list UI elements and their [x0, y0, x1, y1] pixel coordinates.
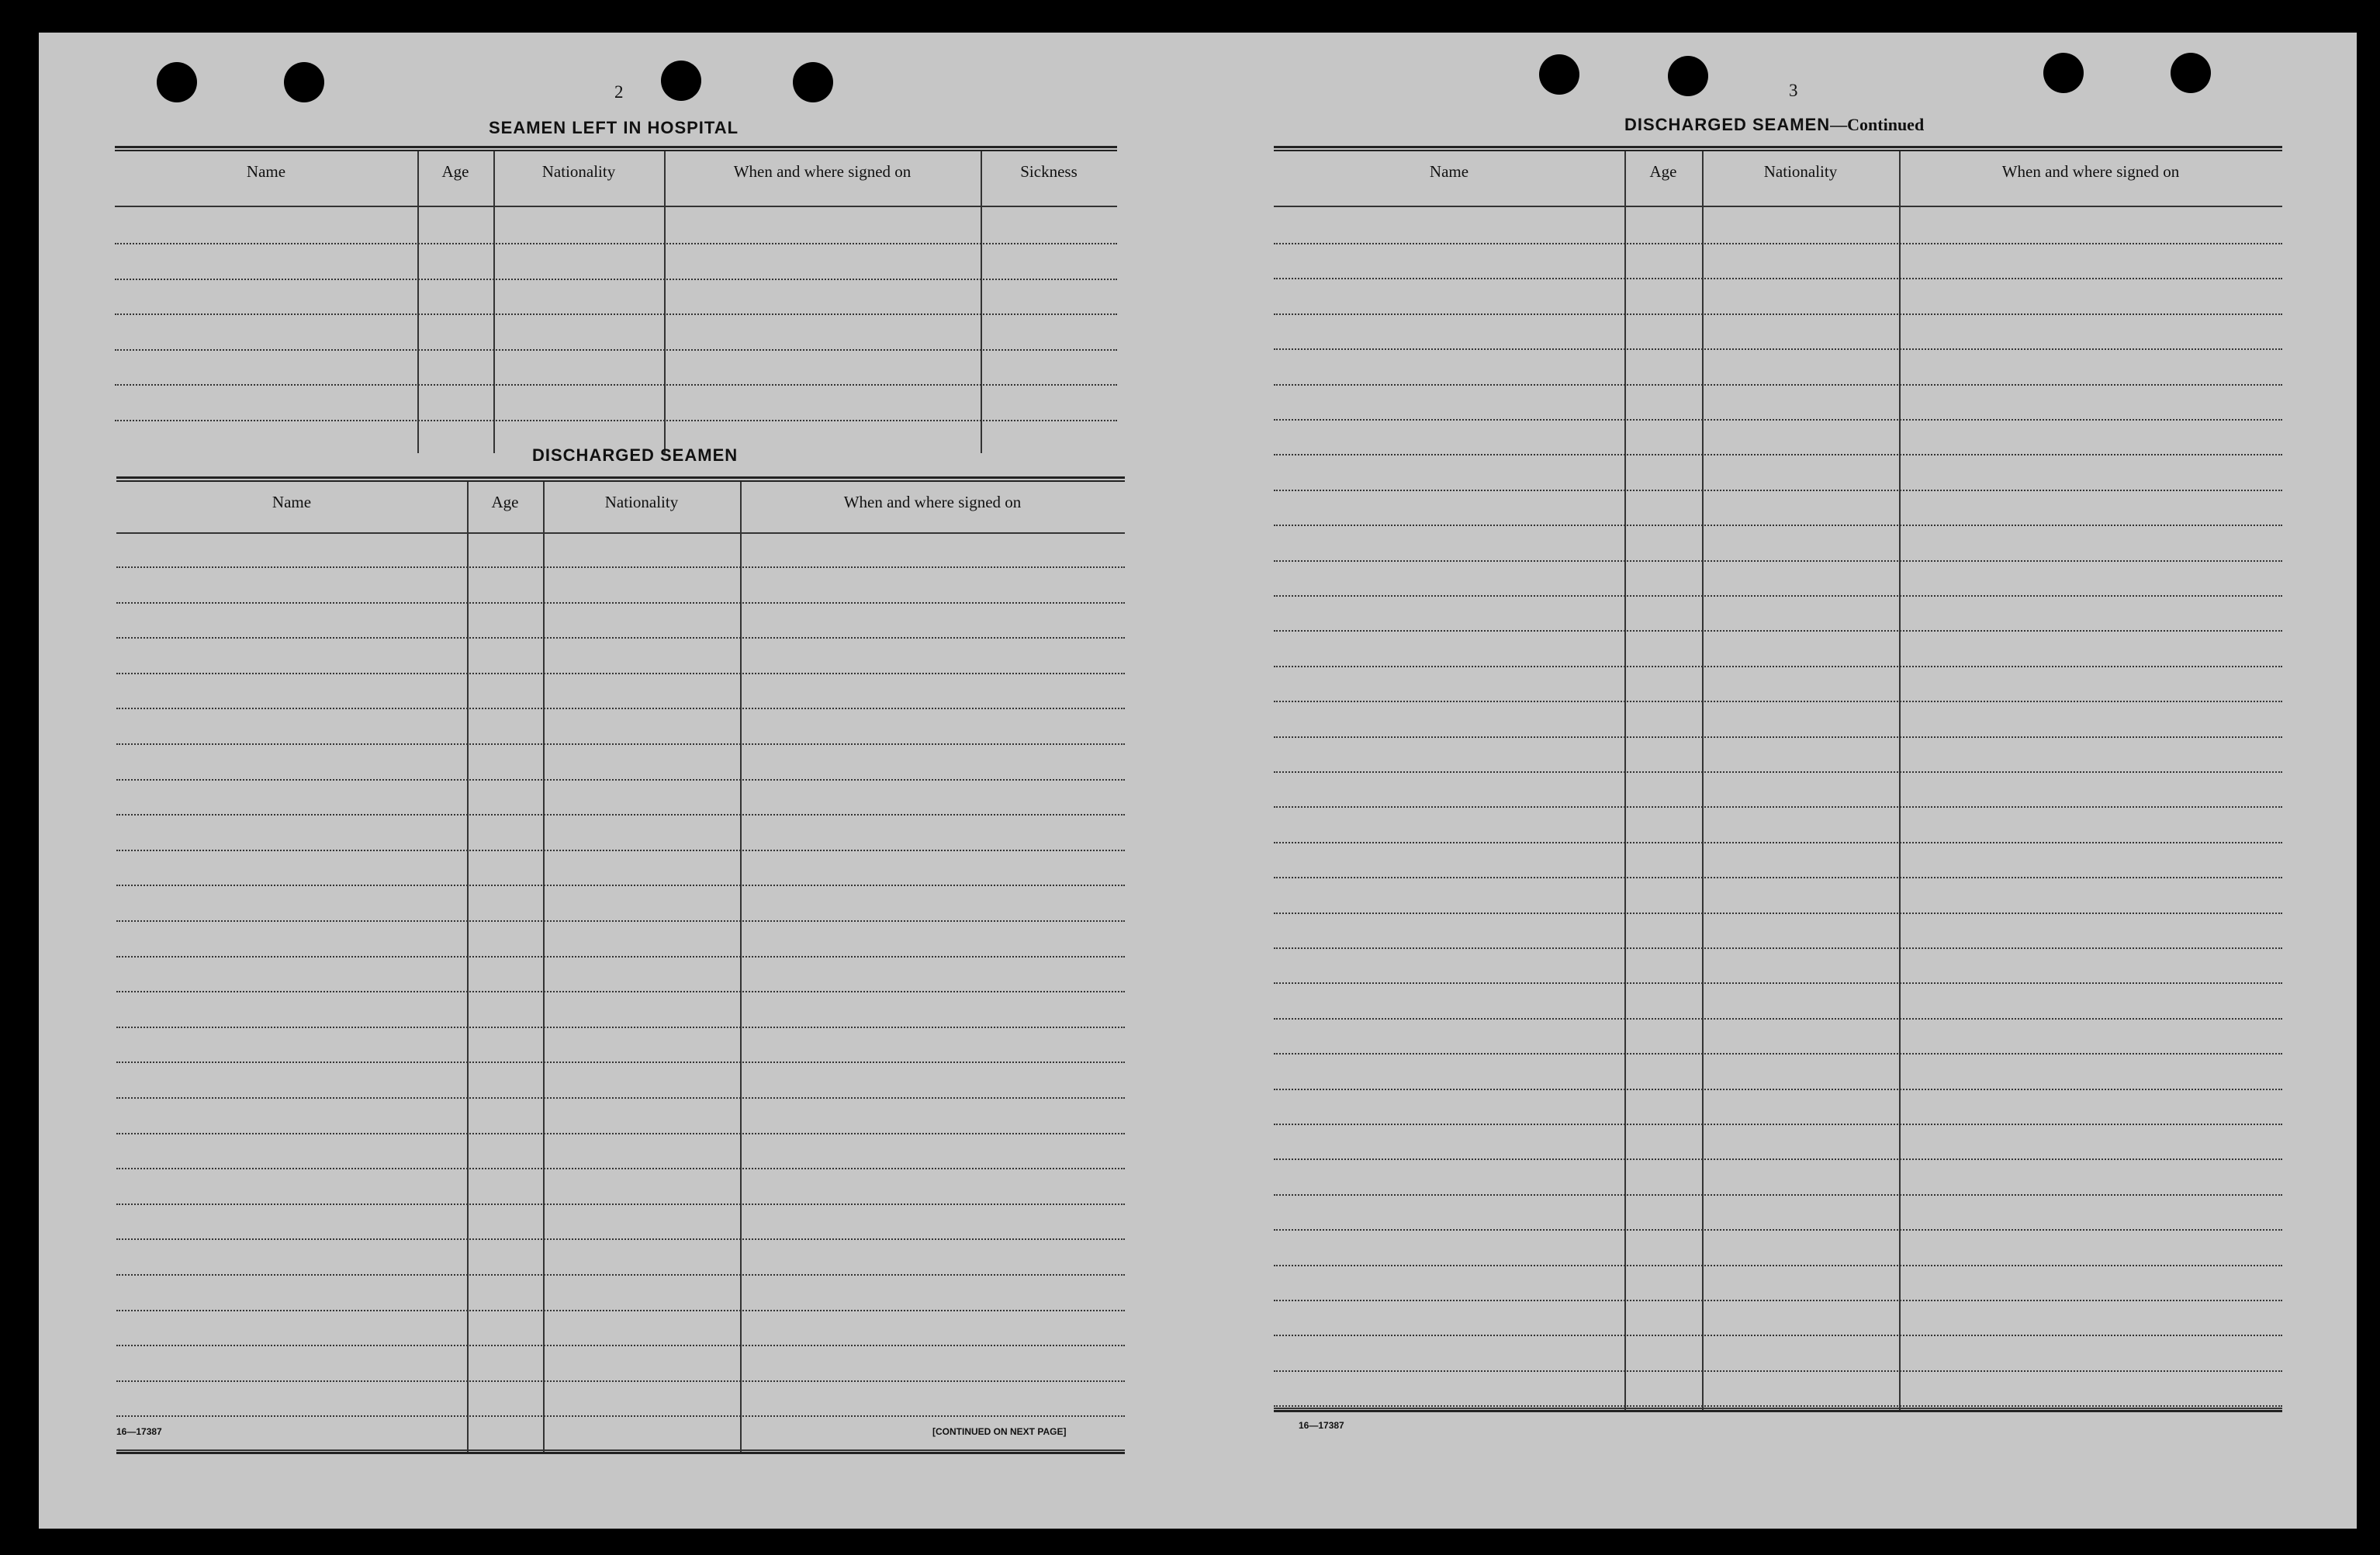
hospital-table: [115, 146, 1117, 453]
column-header: Name: [272, 493, 312, 511]
column-header: Sickness: [1020, 162, 1078, 181]
dotted-rule: [1274, 842, 2282, 843]
binder-hole: [793, 62, 833, 102]
dotted-rule: [116, 602, 1125, 604]
column-header: Nationality: [541, 162, 616, 181]
dotted-rule: [116, 1238, 1125, 1240]
form-number-right: 16—17387: [1299, 1420, 1344, 1431]
dotted-rule: [1274, 525, 2282, 526]
dotted-rule: [1274, 278, 2282, 279]
dotted-rule: [1274, 419, 2282, 421]
column-divider: [664, 151, 666, 453]
column-name: [115, 151, 417, 453]
dotted-rule: [1274, 560, 2282, 562]
dotted-rule: [1274, 1089, 2282, 1090]
column-header: Name: [1429, 162, 1469, 181]
column-divider: [740, 482, 742, 1454]
dotted-rule: [1274, 1194, 2282, 1196]
column-name: [116, 482, 467, 1454]
dotted-rule: [115, 349, 1117, 351]
discharged-table: [116, 476, 1125, 1454]
dotted-rule: [1274, 806, 2282, 808]
column-when-where: [664, 151, 981, 453]
dotted-rule: [1274, 454, 2282, 455]
dotted-rule: [1274, 384, 2282, 386]
dotted-rule: [116, 1274, 1125, 1276]
column-divider: [1624, 151, 1626, 1412]
dotted-rule: [1274, 1370, 2282, 1372]
dotted-rule: [116, 850, 1125, 851]
dotted-rule: [1274, 1158, 2282, 1160]
column-header: When and where signed on: [843, 493, 1022, 511]
dotted-rule: [116, 956, 1125, 958]
table-bottom-rule: [116, 1449, 1125, 1454]
dotted-rule: [116, 779, 1125, 781]
column-header: Name: [246, 162, 286, 181]
dotted-rule: [116, 1415, 1125, 1417]
column-sickness: [981, 151, 1117, 453]
dotted-rule: [1274, 313, 2282, 315]
column-header: Nationality: [1763, 162, 1838, 181]
column-nationality: [493, 151, 664, 453]
column-header: Nationality: [604, 493, 679, 511]
binder-hole: [2043, 53, 2084, 93]
dotted-rule: [115, 384, 1117, 386]
column-header: Age: [491, 493, 519, 511]
dotted-rule: [116, 1310, 1125, 1311]
form-number-left: 16—17387: [116, 1426, 162, 1437]
column-header: Age: [441, 162, 469, 181]
dotted-rule: [116, 566, 1125, 568]
title-suffix: —Continued: [1830, 115, 1925, 134]
column-divider: [543, 482, 545, 1454]
column-when-where: [740, 482, 1125, 1454]
dotted-rule: [1274, 1053, 2282, 1055]
dotted-rule: [115, 243, 1117, 244]
dotted-rule: [1274, 701, 2282, 702]
binder-hole: [661, 61, 701, 101]
dotted-rule: [116, 1061, 1125, 1063]
dotted-rule: [1274, 1229, 2282, 1231]
column-divider: [1899, 151, 1901, 1412]
dotted-rule: [1274, 877, 2282, 878]
discharged-continued-table: [1274, 146, 2282, 1412]
column-age: [467, 482, 543, 1454]
dotted-rule: [1274, 1018, 2282, 1020]
column-divider: [467, 482, 469, 1454]
dotted-rule: [1274, 1265, 2282, 1266]
dotted-rule: [116, 1345, 1125, 1346]
dotted-rule: [1274, 348, 2282, 350]
dotted-rule: [1274, 913, 2282, 914]
dotted-rule: [1274, 243, 2282, 244]
column-divider: [417, 151, 419, 453]
document-sheet: [39, 33, 2357, 1529]
hospital-section-title: SEAMEN LEFT IN HOSPITAL: [489, 118, 739, 137]
binder-hole: [284, 62, 324, 102]
column-header: Age: [1649, 162, 1677, 181]
binder-hole: [2171, 53, 2211, 93]
dotted-rule: [1274, 982, 2282, 984]
dotted-rule: [116, 708, 1125, 709]
dotted-rule: [116, 885, 1125, 886]
dotted-rule: [116, 991, 1125, 992]
column-name: [1274, 151, 1624, 1412]
dotted-rule: [115, 313, 1117, 315]
column-header: When and where signed on: [733, 162, 912, 181]
page-number-right: 3: [1789, 81, 1798, 100]
dotted-rule: [116, 1097, 1125, 1099]
dotted-rule: [115, 279, 1117, 280]
dotted-rule: [1274, 630, 2282, 632]
dotted-rule: [116, 743, 1125, 745]
dotted-rule: [1274, 490, 2282, 491]
column-divider: [1702, 151, 1704, 1412]
column-header: When and where signed on: [2001, 162, 2180, 181]
dotted-rule: [116, 814, 1125, 816]
dotted-rule: [116, 920, 1125, 922]
column-nationality: [543, 482, 740, 1454]
dotted-rule: [116, 1133, 1125, 1134]
dotted-rule: [1274, 947, 2282, 949]
column-divider: [981, 151, 982, 453]
discharged-section-title: DISCHARGED SEAMEN: [532, 445, 739, 465]
dotted-rule: [1274, 771, 2282, 773]
title-main: DISCHARGED SEAMEN: [1624, 115, 1831, 134]
column-age: [1624, 151, 1702, 1412]
dotted-rule: [116, 637, 1125, 639]
column-age: [417, 151, 493, 453]
dotted-rule: [115, 420, 1117, 421]
dotted-rule: [1274, 666, 2282, 667]
binder-hole: [1539, 54, 1579, 95]
table-top-rule: [116, 476, 1125, 482]
dotted-rule: [116, 673, 1125, 674]
column-nationality: [1702, 151, 1899, 1412]
discharged-continued-title: [1624, 115, 1924, 135]
column-when-where: [1899, 151, 2282, 1412]
page-number-left: 2: [614, 82, 624, 102]
table-top-rule: [1274, 146, 2282, 151]
dotted-rule: [116, 1168, 1125, 1169]
dotted-rule: [1274, 1405, 2282, 1407]
column-divider: [493, 151, 495, 453]
dotted-rule: [116, 1203, 1125, 1205]
binder-hole: [157, 62, 197, 102]
binder-hole: [1668, 56, 1708, 96]
dotted-rule: [1274, 736, 2282, 738]
table-bottom-rule: [1274, 1408, 2282, 1412]
dotted-rule: [116, 1380, 1125, 1382]
continued-note: [CONTINUED ON NEXT PAGE]: [932, 1426, 1067, 1437]
dotted-rule: [1274, 1124, 2282, 1125]
dotted-rule: [1274, 595, 2282, 597]
dotted-rule: [1274, 1300, 2282, 1301]
dotted-rule: [116, 1027, 1125, 1028]
dotted-rule: [1274, 1335, 2282, 1336]
table-top-rule: [115, 146, 1117, 151]
